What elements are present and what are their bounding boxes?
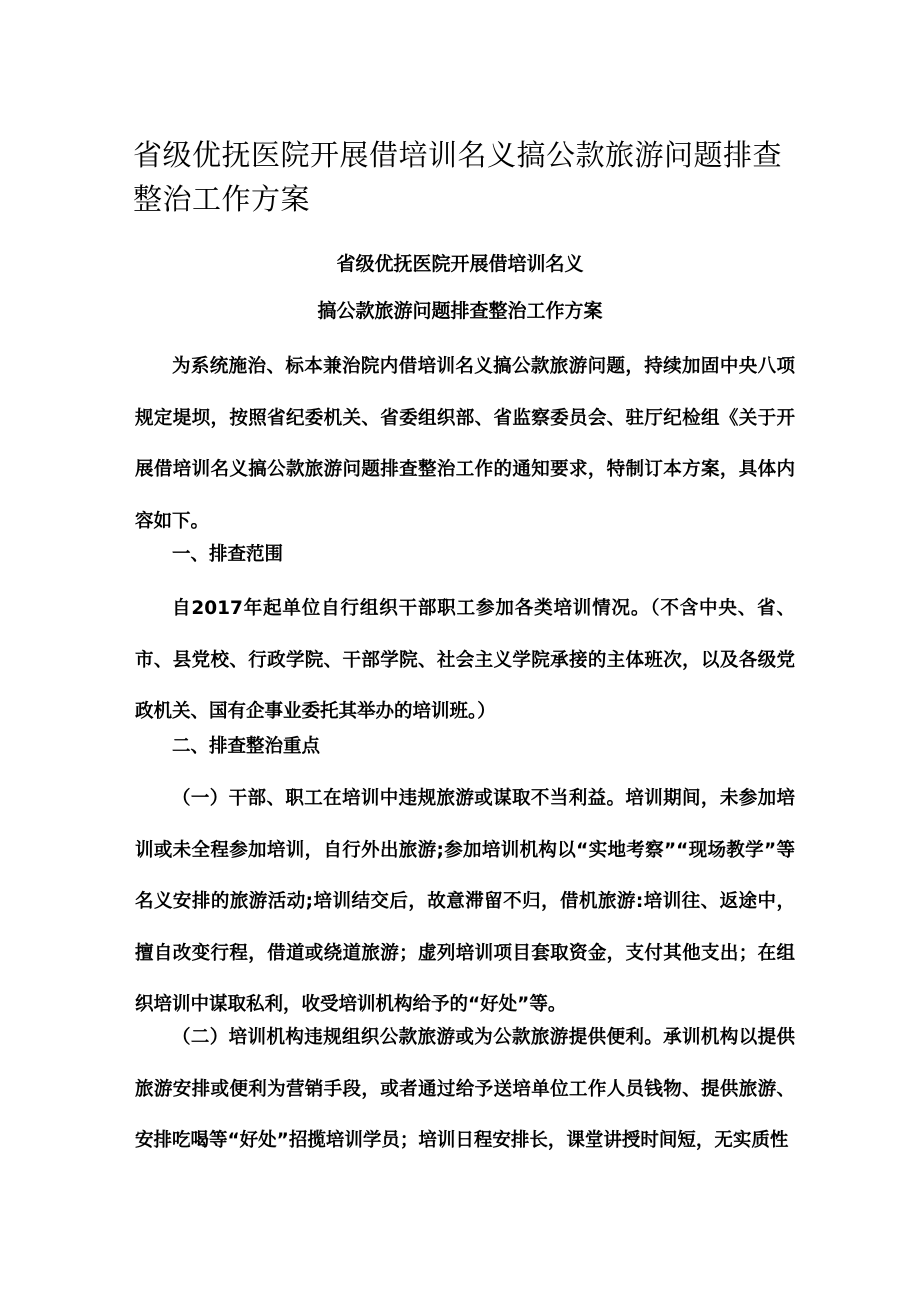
scope-paragraph: 自2017年起单位自行组织干部职工参加各类培训情况。（不含中央、省、市、县党校、行政学院、干部学院、社会主义学院承接的主体班次，以及各级党政机关、国有企事业委托其举办的培训班。） [135,598,795,722]
main-title: 省级优抚医院开展借培训名义搞公款旅游问题排查整治工作方案 [133,138,783,216]
subtitle-line-2: 搞公款旅游问题排查整治工作方案 [317,300,603,322]
focus-item-1-paragraph: （一）干部、职工在培训中违规旅游或谋取不当利益。培训期间，未参加培训或未全程参加培训，自行外出旅游;参加培训机构以“实地考察”“现场教学”等名义安排的旅游活动;培训结交后，故意滞留不归，借机旅游:培训往、返途中，擅自改变行程，借道或绕道旅游；虚列培训项目套取资金，支付其他支出；在组织培训中谋取私利，收受培训机构给予的“好处”等。 [135,788,795,1015]
intro-paragraph: 为系统施治、标本兼治院内借培训名义搞公款旅游问题，持续加固中央八项规定堤坝，按照省纪委机关、省委组织部、省监察委员会、驻厅纪检组《关于开展借培训名义搞公款旅游问题排查整治工作的通知要求，特制订本方案，具体内容如下。 [135,356,795,532]
section-heading-focus: 二、排查整治重点 [172,736,321,757]
focus-item-2-paragraph: （二）培训机构违规组织公款旅游或为公款旅游提供便利。承训机构以提供旅游安排或便利为营销手段，或者通过给予送培单位工作人员钱物、提供旅游、安排吃喝等“好处”招揽培训学员；培训日程安排长，课堂讲授时间短，无实质性 [135,1027,795,1151]
subtitle-line-1: 省级优抚医院开展借培训名义 [336,253,584,275]
section-heading-scope: 一、排查范围 [172,544,284,565]
